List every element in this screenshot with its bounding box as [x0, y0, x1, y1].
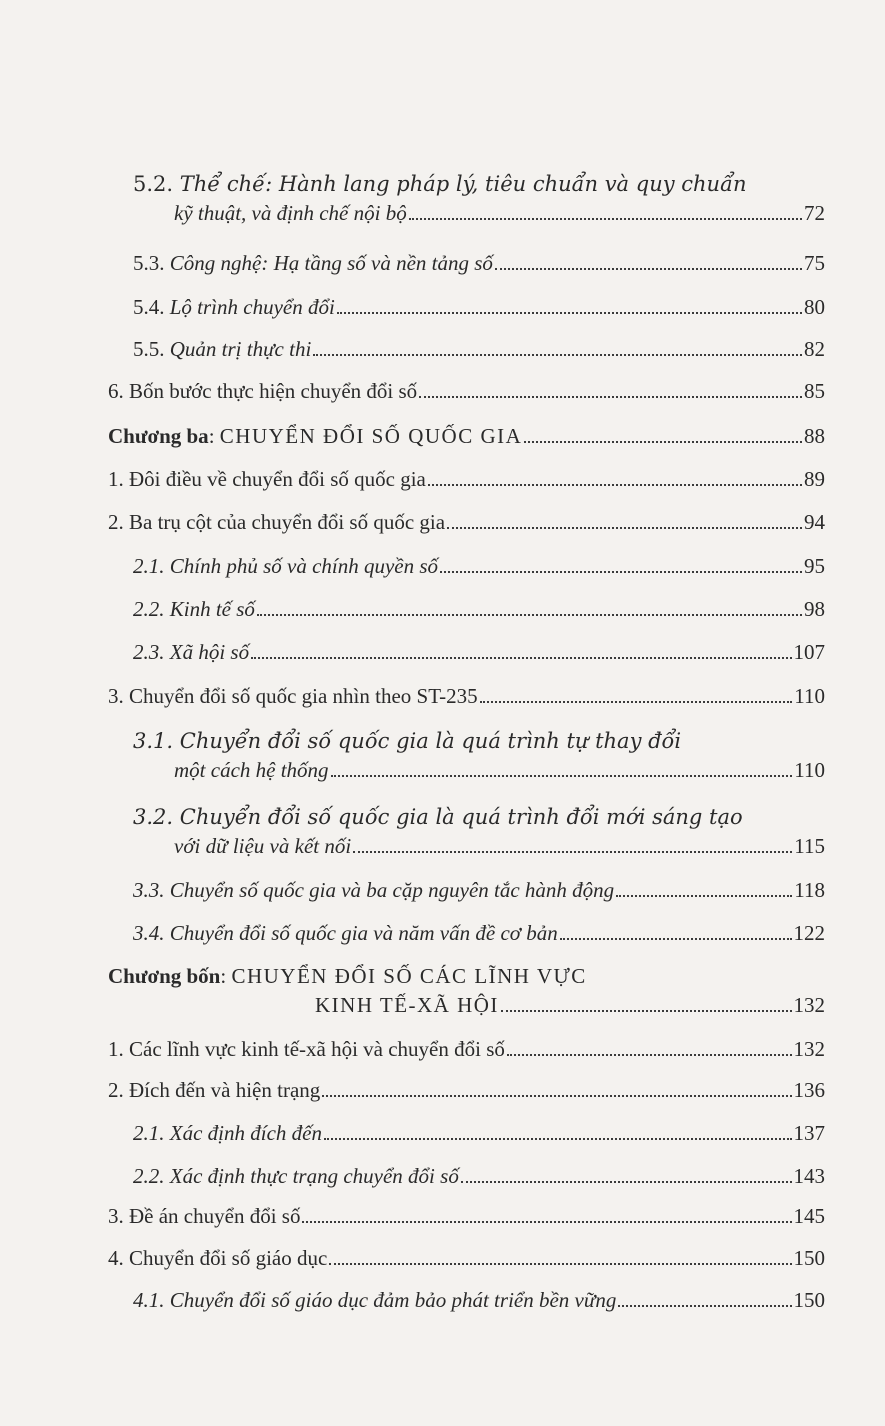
toc-entry-text: 1. Các lĩnh vực kinh tế-xã hội và chuyển đổi số: [108, 1037, 505, 1061]
toc-entry-text: với dữ liệu và kết nối: [174, 834, 352, 858]
leader-dots: [560, 932, 792, 940]
toc-entry-line1: 3.1. Chuyển đổi số quốc gia là quá trình tự thay đổi: [133, 729, 682, 753]
leader-dots: [524, 435, 802, 443]
page-number: 75: [804, 251, 825, 275]
page-number: 150: [793, 1246, 825, 1270]
leader-dots: [440, 565, 802, 573]
page-number: 132: [793, 1037, 825, 1061]
page-number: 122: [793, 921, 825, 945]
chapter-title: KINH TẾ-XÃ HỘI: [315, 993, 499, 1017]
page-number: 95: [804, 554, 825, 578]
leader-dots: [329, 1257, 791, 1265]
page-number: 110: [794, 684, 825, 708]
toc-entry-text: 2. Ba trụ cột của chuyển đổi số quốc gia: [108, 510, 446, 534]
leader-dots: [495, 262, 802, 270]
leader-dots: [322, 1089, 791, 1097]
leader-dots: [616, 889, 792, 897]
leader-dots: [251, 651, 791, 659]
toc-entry-text: Chuyển đổi số giáo dục đảm bảo phát triển bền vững: [169, 1288, 617, 1312]
page-number: 82: [804, 337, 825, 361]
page-number: 88: [804, 424, 825, 448]
page-number: 89: [804, 467, 825, 491]
entry-prefix: 2.1.: [133, 554, 165, 578]
entry-prefix: 3.3.: [133, 878, 165, 902]
toc-entry-text: Lộ trình chuyển đổi: [169, 295, 335, 319]
page-number: 118: [794, 878, 825, 902]
leader-dots: [618, 1299, 791, 1307]
toc-entry-text: Kinh tế số: [169, 597, 255, 621]
leader-dots: [501, 1004, 792, 1012]
page-number: 80: [804, 295, 825, 319]
page-number: 136: [793, 1078, 825, 1102]
leader-dots: [257, 608, 802, 616]
page-number: 143: [793, 1164, 825, 1188]
page-number: 107: [793, 640, 825, 664]
toc-entry-text: Chuyển số quốc gia và ba cặp nguyên tắc hành động: [169, 878, 615, 902]
leader-dots: [428, 478, 802, 486]
leader-dots: [409, 212, 802, 220]
page-number: 72: [804, 201, 825, 225]
leader-dots: [313, 348, 802, 356]
entry-prefix: 2.2.: [133, 597, 165, 621]
entry-prefix: 2.1.: [133, 1121, 165, 1145]
page-number: 137: [793, 1121, 825, 1145]
page-number: 150: [793, 1288, 825, 1312]
toc-entry-text: Xác định đích đến: [169, 1121, 322, 1145]
entry-prefix: 5.4.: [133, 295, 165, 319]
toc-entry-text: Xác định thực trạng chuyển đổi số: [169, 1164, 459, 1188]
page-number: 94: [804, 510, 825, 534]
page-number: 98: [804, 597, 825, 621]
entry-prefix: 5.5.: [133, 337, 165, 361]
page-number: 85: [804, 379, 825, 403]
toc-chapter-line1: Chương bốn: CHUYỂN ĐỔI SỐ CÁC LĨNH VỰC: [108, 964, 587, 988]
toc-entry-text: 4. Chuyển đổi số giáo dục: [108, 1246, 328, 1270]
toc-entry-text: 3. Chuyển đổi số quốc gia nhìn theo ST-235: [108, 684, 478, 708]
leader-dots: [447, 521, 802, 529]
leader-dots: [480, 695, 793, 703]
toc-entry-text: Chuyển đổi số quốc gia và năm vấn đề cơ bản: [169, 921, 558, 945]
toc-entry-text: 6. Bốn bước thực hiện chuyển đổi số: [108, 379, 418, 403]
toc-entry-text: kỹ thuật, và định chế nội bộ: [174, 201, 407, 225]
page-number: 110: [794, 758, 825, 782]
leader-dots: [337, 306, 802, 314]
toc-entry-text: Xã hội số: [169, 640, 250, 664]
toc-entry-text: 1. Đôi điều về chuyển đổi số quốc gia: [108, 467, 426, 491]
entry-prefix: 5.3.: [133, 251, 165, 275]
entry-prefix: 2.2.: [133, 1164, 165, 1188]
toc-entry-text: một cách hệ thống: [174, 758, 329, 782]
page-number: 115: [794, 834, 825, 858]
leader-dots: [461, 1175, 792, 1183]
leader-dots: [507, 1048, 792, 1056]
toc-entry-text: 2. Đích đến và hiện trạng: [108, 1078, 321, 1102]
leader-dots: [324, 1132, 792, 1140]
leader-dots: [353, 845, 792, 853]
entry-prefix: 4.1.: [133, 1288, 165, 1312]
chapter-title: CHUYỂN ĐỔI SỐ QUỐC GIA: [219, 424, 523, 448]
toc-page: 5.2. Thể chế: Hành lang pháp lý, tiêu chuẩn và quy chuẩn kỹ thuật, và định chế nội bộ 72 5.3. Công nghệ: Hạ tầng số và nền tảng số 75 5.4. Lộ trình chuyển đổi 80 5.5. Quản trị thực thi 82 6. Bốn bước thực hiện chuyển đổi số 85 Chương ba: CHUYỂN ĐỔI SỐ QUỐC GIA 88 1. Đôi điều về chuyển đổi số quốc gia 89 2. Ba trụ cột của chuyển đổi số quốc gia 94 2.1. Chính phủ số và chính quyền số 95 2.2. Kinh tế số 98 2.3. Xã hội số 107 3. Chuyển đổi số quốc gia nhìn theo ST-235 110 3.1. Chuyển đổi số quốc gia là quá trình tự thay đổi một cách hệ thống 110 3.2. Chuyển đổi số quốc gia là quá trình đổi mới sáng tạo với dữ liệu và kết nối 115 3.3. Chuyển số quốc gia và ba cặp nguyên tắc hành động 118 3.4. Chuyển đổi số quốc gia và năm vấn đề cơ bản 122 Chương bốn: CHUYỂN ĐỔI SỐ CÁC LĨNH VỰC KINH TẾ-XÃ HỘI 132 1. Các lĩnh vực kinh tế-xã hội và chuyển đổi số 132 2. Đích đến và hiện trạng 136 2.1. Xác định đích đến 137 2.2. Xác định thực trạng chuyển đổi số 143 3. Đề án chuyển đổi số 145 4. Chuyển đổi số giáo dục 150 4.1. Chuyển đổi số giáo dục đảm bảo phát triển bền vững 150: [108, 172, 825, 1312]
chapter-label: Chương ba: [108, 424, 209, 448]
toc-entry-line1: 3.2. Chuyển đổi số quốc gia là quá trình đổi mới sáng tạo: [133, 805, 743, 829]
leader-dots: [419, 390, 802, 398]
toc-entry-text: Chính phủ số và chính quyền số: [169, 554, 439, 578]
entry-prefix: 2.3.: [133, 640, 165, 664]
toc-entry-text: Quản trị thực thi: [169, 337, 312, 361]
page-number: 145: [793, 1204, 825, 1228]
chapter-label: Chương bốn: [108, 964, 221, 988]
chapter-title: CHUYỂN ĐỔI SỐ CÁC LĨNH VỰC: [231, 964, 587, 988]
leader-dots: [331, 769, 793, 777]
toc-entry-line1: 5.2. Thể chế: Hành lang pháp lý, tiêu chuẩn và quy chuẩn: [133, 172, 747, 196]
page-number: 132: [793, 993, 825, 1017]
leader-dots: [302, 1215, 791, 1223]
entry-prefix: 3.4.: [133, 921, 165, 945]
toc-entry-text: 3. Đề án chuyển đổi số: [108, 1204, 301, 1228]
toc-entry-text: Công nghệ: Hạ tầng số và nền tảng số: [169, 251, 493, 275]
